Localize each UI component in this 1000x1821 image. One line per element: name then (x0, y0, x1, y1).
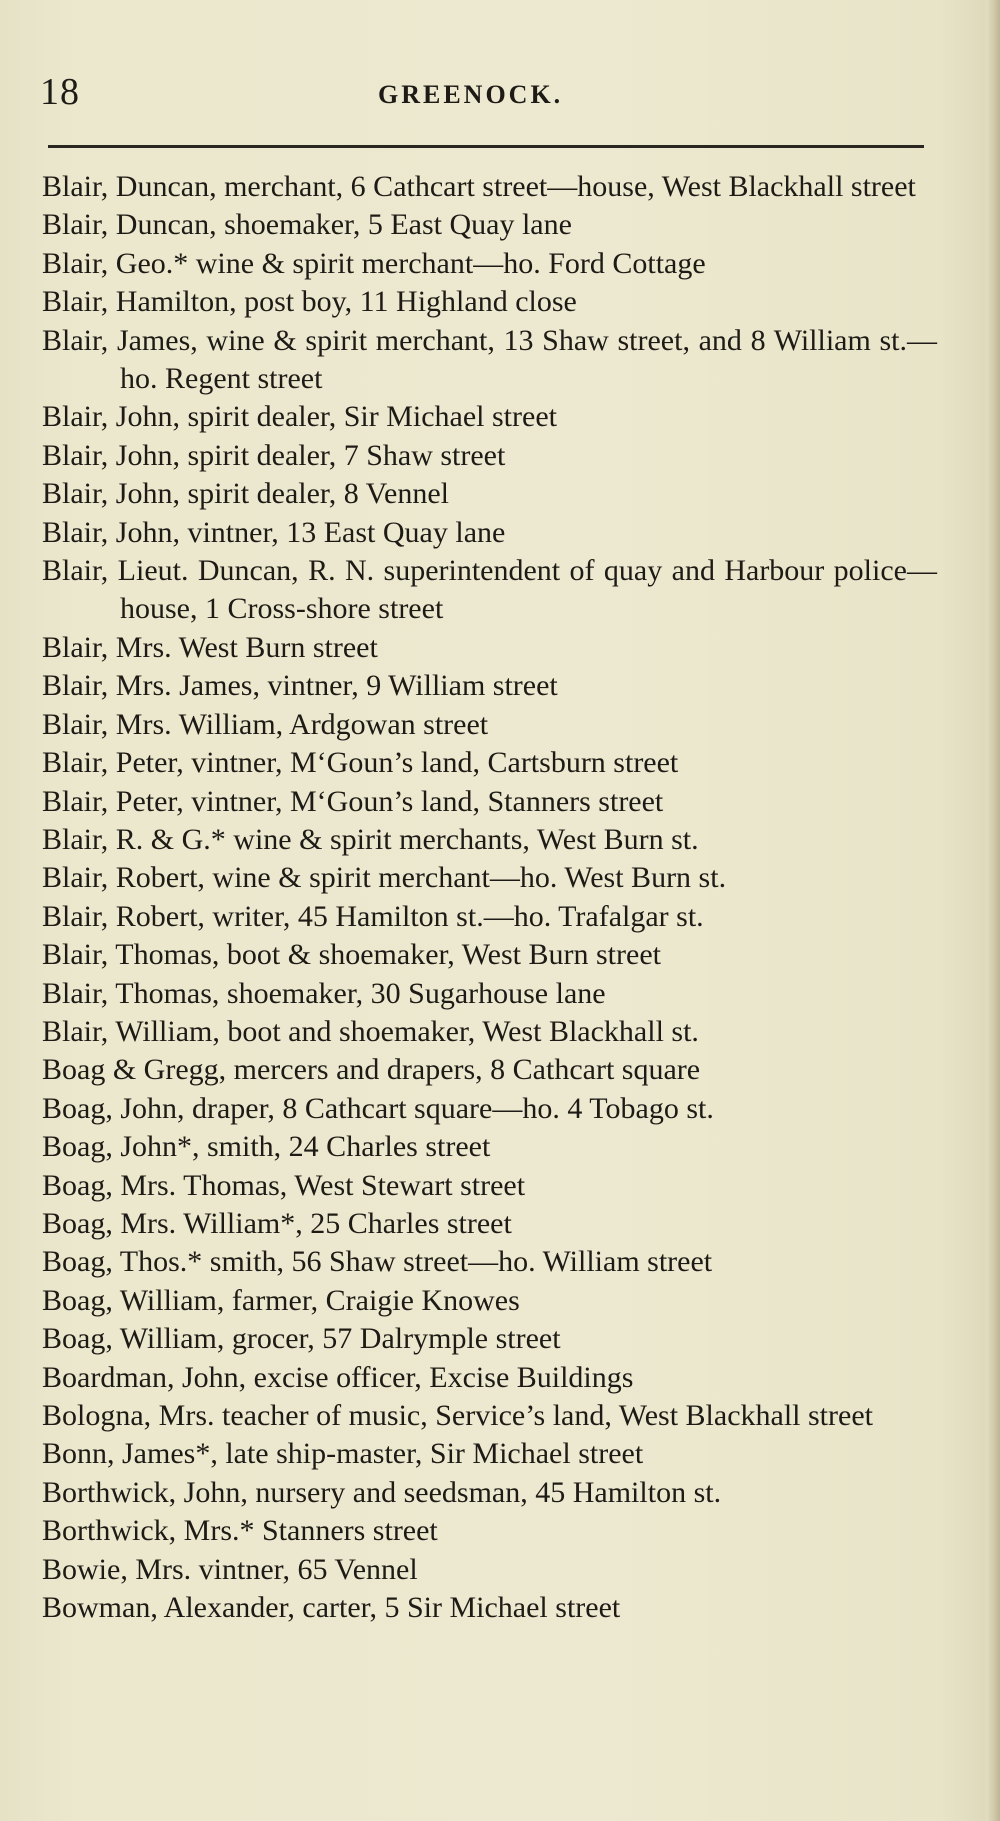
directory-entry: Blair, James, wine & spirit merchant, 13 Shaw street, and 8 William st.—ho. Regent street (42, 323, 937, 396)
directory-entry: Boag, William, grocer, 57 Dalrymple street (42, 1322, 561, 1356)
directory-entry: Boag, John, draper, 8 Cathcart square—ho. 4 Tobago st. (42, 1091, 714, 1125)
directory-entry: Blair, Geo.* wine & spirit merchant—ho. Ford Cottage (42, 246, 706, 280)
directory-entry: Blair, William, boot and shoemaker, West Blackhall st. (42, 1014, 699, 1048)
page-number: 18 (40, 71, 80, 113)
directory-entry: Blair, John, vintner, 13 East Quay lane (42, 515, 506, 549)
directory-entry: Blair, Mrs. James, vintner, 9 William street (42, 669, 558, 703)
directory-entry: Blair, John, spirit dealer, Sir Michael street (42, 400, 557, 434)
directory-entry: Bowman, Alexander, carter, 5 Sir Michael street (42, 1591, 621, 1625)
directory-entry: Boag, William, farmer, Craigie Knowes (42, 1283, 520, 1317)
header-rule (48, 145, 924, 148)
directory-entry: Boag & Gregg, mercers and drapers, 8 Cathcart square (42, 1053, 701, 1087)
directory-entry: Blair, Peter, vintner, M‘Goun’s land, Stanners street (42, 784, 664, 818)
directory-entry: Blair, Robert, writer, 45 Hamilton st.—ho. Trafalgar st. (42, 899, 704, 933)
directory-entry: Blair, John, spirit dealer, 7 Shaw street (42, 438, 506, 472)
directory-entry: Blair, Mrs. West Burn street (42, 630, 378, 664)
directory-entry: Blair, Peter, vintner, M‘Goun’s land, Cartsburn street (42, 746, 679, 780)
directory-entry: Boag, Mrs. William*, 25 Charles street (42, 1206, 512, 1240)
directory-entry: Blair, Hamilton, post boy, 11 Highland close (42, 285, 577, 319)
directory-entry: Borthwick, John, nursery and seedsman, 45 Hamilton st. (42, 1475, 722, 1509)
running-head: GREENOCK. (378, 80, 564, 109)
directory-entry: Boag, Thos.* smith, 56 Shaw street—ho. William street (42, 1245, 713, 1279)
directory-entry: Blair, Robert, wine & spirit merchant—ho. West Burn st. (42, 861, 727, 895)
directory-entry: Blair, Duncan, merchant, 6 Cathcart street—house, West Blackhall street (42, 170, 916, 203)
directory-entry: Borthwick, Mrs.* Stanners street (42, 1514, 438, 1548)
page-edge (986, 0, 1000, 1821)
directory-entry: Blair, John, spirit dealer, 8 Vennel (42, 477, 449, 511)
directory-entry: Blair, Mrs. William, Ardgowan street (42, 707, 489, 741)
directory-entry: Blair, Duncan, shoemaker, 5 East Quay lane (42, 208, 572, 242)
directory-entry: Boardman, John, excise officer, Excise Buildings (42, 1360, 634, 1394)
directory-entry: Boag, Mrs. Thomas, West Stewart street (42, 1168, 526, 1202)
directory-entry: Bologna, Mrs. teacher of music, Service’s land, West Blackhall street (42, 1399, 873, 1432)
page-header (40, 70, 920, 120)
directory-entry: Bowie, Mrs. vintner, 65 Vennel (42, 1552, 418, 1586)
directory-entry: Blair, R. & G.* wine & spirit merchants, West Burn st. (42, 822, 699, 856)
directory-entry: Blair, Thomas, shoemaker, 30 Sugarhouse lane (42, 976, 606, 1010)
directory-entry: Boag, John*, smith, 24 Charles street (42, 1130, 491, 1164)
directory-entry: Blair, Lieut. Duncan, R. N. superintendent of quay and Harbour police—house, 1 Cross-shore street (42, 554, 937, 626)
directory-entry: Blair, Thomas, boot & shoemaker, West Burn street (42, 938, 661, 972)
directory-entry: Bonn, James*, late ship-master, Sir Michael street (42, 1437, 644, 1471)
directory-entries (42, 168, 937, 1627)
